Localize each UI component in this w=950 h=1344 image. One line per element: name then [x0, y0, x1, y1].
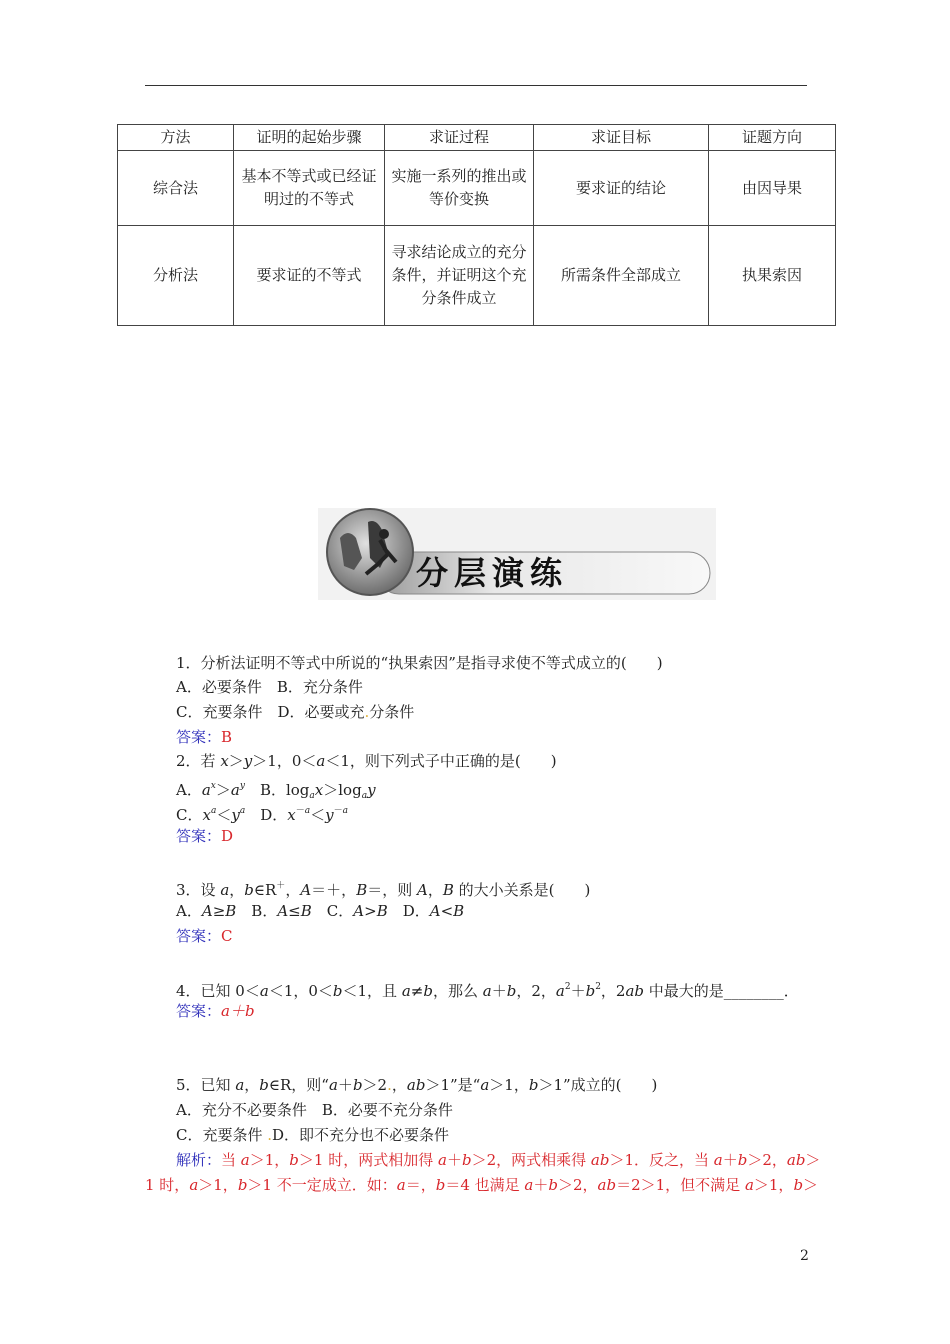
- table-header-cell: 求证过程: [385, 125, 534, 151]
- table-header-cell: 方法: [118, 125, 234, 151]
- answer-value: a＋b: [221, 1002, 255, 1020]
- q1-option-c: C．充要条件 D．必要或充: [176, 703, 365, 721]
- table-cell: 要求证的不等式: [234, 226, 385, 326]
- q2-options-cd: C．$x^a<y^a$ D．$x^{-a}<y^{-a}$: [176, 806, 348, 824]
- q5-option-d: D．即不充分也不必要条件: [272, 1126, 450, 1144]
- q5-options-ab: A．充分不必要条件 B．必要不充分条件: [176, 1101, 453, 1119]
- q4-answer: [176, 1000, 255, 1022]
- section-banner: [318, 508, 716, 600]
- table-cell: 实施一系列的推出或等价变换: [385, 151, 534, 226]
- stray-dot: .: [262, 1126, 273, 1144]
- table-cell: 综合法: [118, 151, 234, 226]
- table-row: [118, 226, 836, 326]
- q5-analysis-line-2: 1 时，a＞1，b＞1 不一定成立．如：a＝，b＝4 也满足 a＋b＞2，ab＝2＞1，但不满足 a＞1，b＞: [145, 1176, 819, 1194]
- q2-answer: [176, 825, 233, 847]
- q5-analysis-line-1: 解析：当 a＞1，b＞1 时，两式相加得 a＋b＞2，两式相乘得 ab＞1．反之，当 a＋b＞2，ab＞: [176, 1151, 821, 1169]
- answer-value: D: [221, 827, 234, 845]
- table-cell: 要求证的结论: [534, 151, 709, 226]
- q3-options: A．A≥B B．A≤B C．A>B D．A<B: [176, 902, 465, 920]
- table-row: [118, 151, 836, 226]
- header-rule: [145, 85, 807, 86]
- q5-options-cd: [176, 1124, 449, 1146]
- answer-label: 答案：: [176, 728, 222, 746]
- table-header-row: [118, 125, 836, 151]
- table-header-cell: 证题方向: [709, 125, 836, 151]
- q5-stem: 5．已知 a，b∈R，则“a＋b＞2.，ab＞1”是“a＞1，b＞1”成立的( ): [176, 1076, 658, 1094]
- table-cell: 执果索因: [709, 226, 836, 326]
- stray-dot: .: [364, 703, 370, 721]
- q5-option-c: C．充要条件: [176, 1126, 263, 1144]
- methods-table: [117, 124, 836, 326]
- q3-stem: 3．设 a，b∈R＋，A＝＋，B＝，则 A，B 的大小关系是( ): [176, 881, 591, 899]
- table-header-cell: 求证目标: [534, 125, 709, 151]
- banner-title: 分层演练: [416, 554, 569, 592]
- q1-options-ab: A．必要条件 B．充分条件: [176, 678, 363, 696]
- table-cell: 基本不等式或已经证明过的不等式: [234, 151, 385, 226]
- analysis-label: 解析：: [176, 1151, 222, 1169]
- answer-label: 答案：: [176, 927, 222, 945]
- q2-options-ab: A．$a^x>a^y$ B．$\log_ax>\log_ay$: [176, 781, 376, 801]
- table-cell: 分析法: [118, 226, 234, 326]
- q1-stem: 1．分析法证明不等式中所说的“执果索因”是指寻求使不等式成立的( ): [176, 654, 663, 672]
- table-cell: 由因导果: [709, 151, 836, 226]
- q4-stem: 4．已知 0＜a＜1，0＜b＜1，且 a≠b，那么 a＋b，2，$a^2+b^2$，2ab 中最大的是________．: [176, 982, 799, 1000]
- answer-label: 答案：: [176, 827, 222, 845]
- answer-label: 答案：: [176, 1002, 222, 1020]
- q1-options-cd: [176, 701, 414, 723]
- q3-answer: [176, 925, 233, 947]
- table-header-cell: 证明的起始步骤: [234, 125, 385, 151]
- answer-value: B: [221, 728, 233, 746]
- q1-answer: [176, 726, 232, 748]
- q2-stem: 2．若 x＞y＞1，0＜a＜1，则下列式子中正确的是( ): [176, 752, 557, 770]
- answer-value: C: [221, 927, 233, 945]
- table-cell: 所需条件全部成立: [534, 226, 709, 326]
- q1-option-d-tail: 分条件: [369, 703, 415, 721]
- page-number: 2: [800, 1248, 809, 1264]
- table-cell: 寻求结论成立的充分条件，并证明这个充分条件成立: [385, 226, 534, 326]
